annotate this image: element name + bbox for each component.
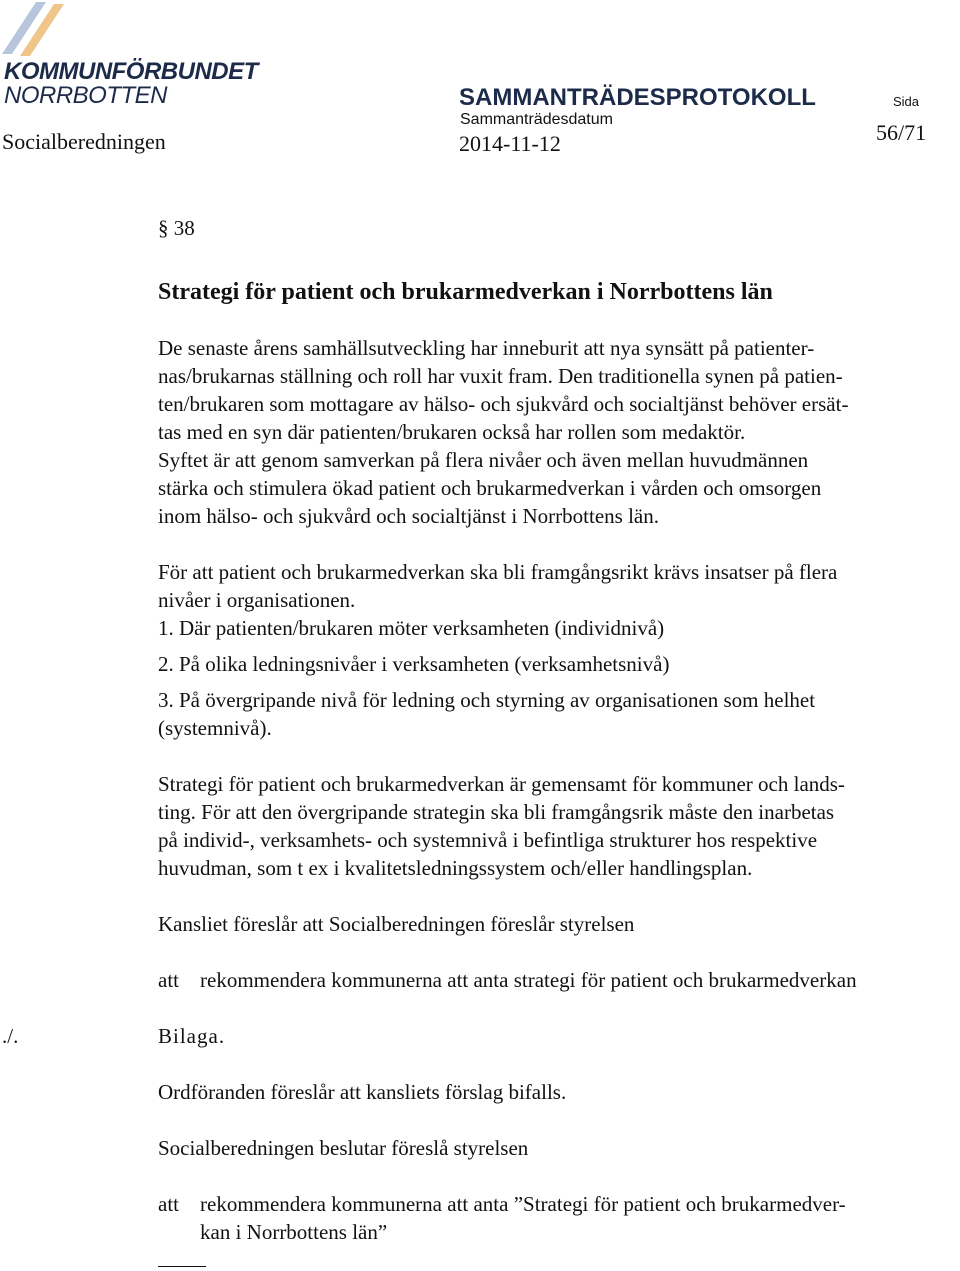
logo-name-line2: NORRBOTTEN [4, 82, 167, 109]
logo [0, 0, 260, 112]
decision-att: att [158, 1192, 179, 1216]
page-number: 56/71 [876, 120, 927, 145]
decision-line: rekommendera kommunerna att anta ”Strategi för patient och brukarmedver- [200, 1192, 846, 1216]
list-item: 3. På övergripande nivå för ledning och styrning av organisationen som helhet [158, 688, 816, 712]
paragraph-line: på individ-, verksamhets- och systemnivå i befintliga strukturer hos respektive [158, 828, 818, 852]
list-item: 1. Där patienten/brukaren möter verksamheten (individnivå) [158, 616, 665, 640]
paragraph-line: De senaste årens samhällsutveckling har inneburit att nya synsätt på patienter- [158, 336, 815, 360]
paragraph-line: ten/brukaren som mottagare av hälso- och sjukvård och socialtjänst behöver ersät- [158, 392, 849, 416]
decision-line: kan i Norrbottens län” [200, 1220, 388, 1244]
section-number: § 38 [158, 216, 195, 240]
list-item: (systemnivå). [158, 716, 272, 740]
proposal-att: att [158, 968, 179, 992]
meeting-date: 2014-11-12 [459, 131, 561, 156]
list-item: 2. På olika ledningsnivåer i verksamheten (verksamhetsnivå) [158, 652, 670, 676]
paragraph-line: stärka och stimulera ökad patient och brukarmedverkan i vården och omsorgen [158, 476, 822, 500]
proposal-intro: Kansliet föreslår att Socialberedningen föreslår styrelsen [158, 912, 635, 936]
proposal-text: rekommendera kommunerna att anta strategi för patient och brukarmedverkan [200, 968, 857, 992]
attachment-label: Bilaga. [158, 1024, 226, 1048]
paragraph-line: Syftet är att genom samverkan på flera nivåer och även mellan huvudmännen [158, 448, 809, 472]
paragraph-line: För att patient och brukarmedverkan ska bli framgångsrikt krävs insatser på flera [158, 560, 838, 584]
paragraph-line: ting. För att den övergripande strategin ska bli framgångsrik måste den inarbetas [158, 800, 835, 824]
paragraph-line: nas/brukarnas ställning och roll har vuxit fram. Den traditionella synen på patien- [158, 364, 843, 388]
paragraph-line: huvudman, som t ex i kvalitetsledningssystem och/eller handlingsplan. [158, 856, 753, 880]
organization-name: Socialberedningen [2, 129, 166, 154]
attachment-marker: ./. [2, 1024, 19, 1048]
closing-rule [158, 1266, 206, 1267]
chair-proposal: Ordföranden föreslår att kansliets förslag bifalls. [158, 1080, 567, 1104]
paragraph-line: nivåer i organisationen. [158, 588, 356, 612]
meeting-date-label: Sammanträdesdatum [460, 111, 613, 128]
page-label: Sida [893, 94, 920, 109]
paragraph-line: inom hälso- och sjukvård och socialtjänst i Norrbottens län. [158, 504, 659, 528]
paragraph-line: tas med en syn där patienten/brukaren också har rollen som medaktör. [158, 420, 746, 444]
logo-stripes-icon [0, 0, 80, 62]
decision-intro: Socialberedningen beslutar föreslå styrelsen [158, 1136, 529, 1160]
section-title: Strategi för patient och brukarmedverkan i Norrbottens län [158, 279, 773, 305]
paragraph-line: Strategi för patient och brukarmedverkan är gemensamt för kommuner och lands- [158, 772, 845, 796]
document-title: SAMMANTRÄDESPROTOKOLL [459, 84, 816, 111]
logo-name-line1: KOMMUNFÖRBUNDET [4, 58, 258, 85]
